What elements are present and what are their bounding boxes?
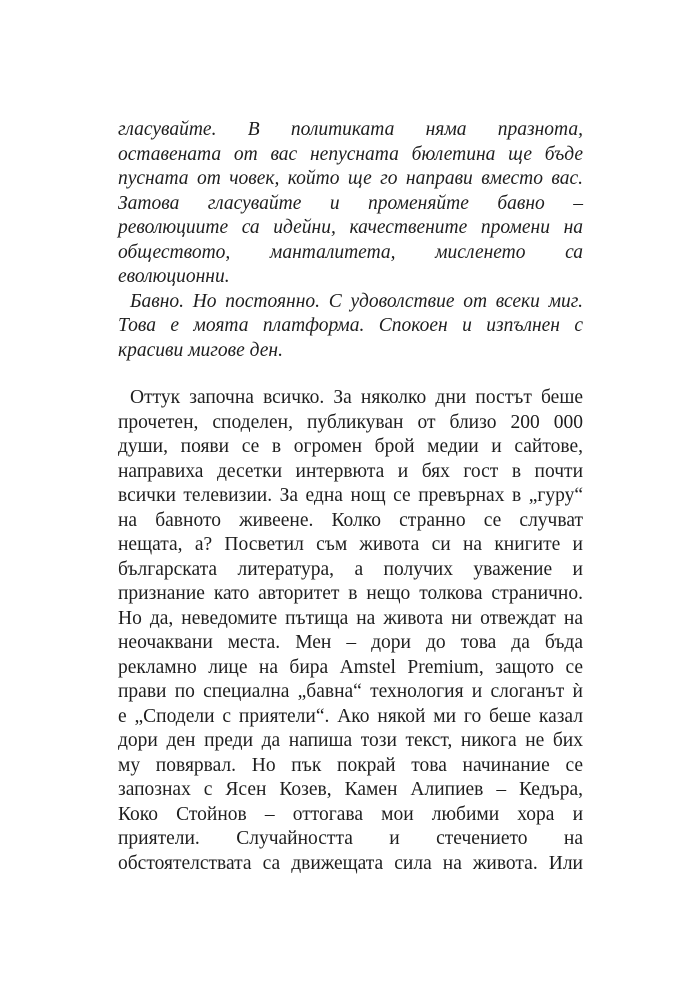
book-page [118,118,583,876]
text-line: рекламно лице на бира Amstel Premium, защото се [118,656,583,678]
text-line: нещата, а? Посветил съм живота си на книгите и [118,534,583,555]
text-line: на бавното живеене. Колко странно се случват [118,509,583,531]
italic-passage [118,118,583,363]
text-line: неочаквани места. Мен – дори до това да бъда [118,632,583,653]
text-line: Бавно. Но постоянно. С удоволствие от всеки миг. [130,290,583,312]
text-line: оставената от вас непусната бюлетина ще бъде [118,143,583,165]
text-line: прочетен, споделен, публикуван от близо 200 000 [118,411,583,433]
text-line: прави по специална „бавна“ технология и слоганът ѝ [118,681,583,702]
text-line: гласувайте. В политиката няма празнота, [118,119,583,140]
text-line: Затова гласувайте и променяйте бавно – [118,192,583,214]
text-line: направиха десетки интервюта и бях гост в почти [118,460,583,482]
text-line: обстоятелствата са движещата сила на живота. Или [118,852,583,874]
text-line: българската литература, а получих уважение и [118,558,583,580]
text-line: Но да, неведомите пътища на живота ни отвеждат на [118,607,583,629]
body-paragraph [118,386,583,876]
text-line: всички телевизии. За една нощ се превърнах в „гуру“ [118,485,583,506]
text-line: признание като авторитет в нещо толкова странично. [118,583,583,604]
text-line: е „Сподели с приятели“. Ако някой ми го беше казал [118,705,583,727]
text-line: Коко Стойнов – оттогава мои любими хора и [118,803,583,825]
text-line: революциите са идейни, качествените промени на [118,217,583,238]
text-line: красиви мигове ден. [118,339,283,361]
text-line: му повярвал. Но пък покрай това начинание се [118,754,583,776]
paragraph-gap [118,363,583,386]
text-line: обществото, манталитета, мисленето са [118,241,583,263]
text-line: души, появи се в огромен брой медии и сайтове, [118,436,583,457]
text-line: Оттук започна всичко. За няколко дни постът беше [130,387,583,408]
text-line: приятели. Случайността и стечението на [118,828,583,849]
text-line: Това е моята платформа. Спокоен и изпълнен с [118,315,583,336]
text-line: запознах с Ясен Козев, Камен Алипиев – Кедъра, [118,779,583,800]
text-line: дори ден преди да напиша този текст, никога не бих [118,730,583,751]
text-line: пусната от човек, който ще го направи вместо вас. [118,168,583,189]
text-line: еволюционни. [118,266,230,287]
